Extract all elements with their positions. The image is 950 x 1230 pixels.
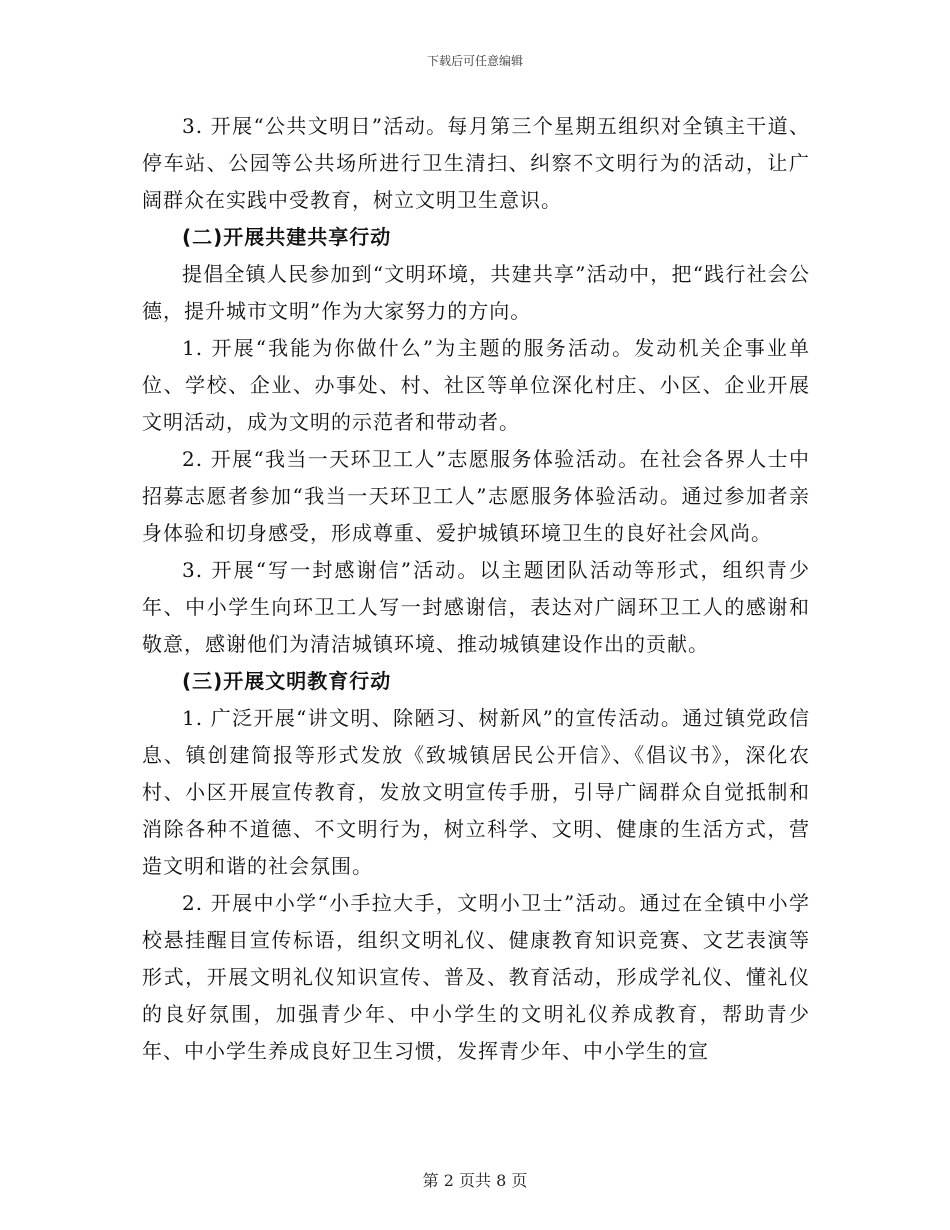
page-header: 下载后可任意编辑 xyxy=(426,54,523,68)
section-heading-co-build: (二)开展共建共享行动 xyxy=(182,225,392,249)
paragraph-thank-you-letter: 3. 开展“写一封感谢信”活动。以主题团队活动等形式，组织青少年、中小学生向环卫工人写一封感谢信，表达对广阔环卫工人的感谢和敬意，感谢他们为清洁城镇环境、推动城镇建设作出的贡献。 xyxy=(142,558,810,656)
paragraph-volunteer-activity: 2. 开展“我当一天环卫工人”志愿服务体验活动。在社会各界人士中招募志愿者参加“我当一天环卫工人”志愿服务体验活动。通过参加者亲身体验和切身感受，形成尊重、爱护城镇环境卫生的良好社会风尚。 xyxy=(142,447,810,545)
paragraph-public-civility-day: 3. 开展“公共文明日”活动。每月第三个星期五组织对全镇主干道、停车站、公园等公共场所进行卫生清扫、纠察不文明行为的活动，让广阔群众在实践中受教育，树立文明卫生意识。 xyxy=(142,114,810,212)
section-heading-education: (三)开展文明教育行动 xyxy=(182,669,392,693)
paragraph-school-activity: 2. 开展中小学“小手拉大手，文明小卫士”活动。通过在全镇中小学校悬挂醒目宣传标语，组织文明礼仪、健康教育知识竞赛、文艺表演等形式，开展文明礼仪知识宣传、普及、教育活动，形成学礼仪、懂礼仪的良好氛围，加强青少年、中小学生的文明礼仪养成教育，帮助青少年、中小学生养成良好卫生习惯，发挥青少年、中小学生的宣 xyxy=(142,891,810,1063)
paragraph-co-build-intro: 提倡全镇人民参加到“文明环境，共建共享”活动中，把“践行社会公德，提升城市文明”作为大家努力的方向。 xyxy=(142,262,810,323)
paragraph-publicity-campaign: 1. 广泛开展“讲文明、除陋习、树新风”的宣传活动。通过镇党政信息、镇创建简报等形式发放《致城镇居民公开信》、《倡议书》，深化农村、小区开展宣传教育，发放文明宣传手册，引导广阔群众自觉抵制和消除各种不道德、不文明行为，树立科学、文明、健康的生活方式，营造文明和谐的社会氛围。 xyxy=(142,706,810,878)
page-footer: 第 2 页共 8 页 xyxy=(422,1171,528,1190)
document-body xyxy=(142,108,810,1070)
paragraph-service-activity: 1. 开展“我能为你做什么”为主题的服务活动。发动机关企事业单位、学校、企业、办事处、村、社区等单位深化村庄、小区、企业开展文明活动，成为文明的示范者和带动者。 xyxy=(142,336,810,434)
